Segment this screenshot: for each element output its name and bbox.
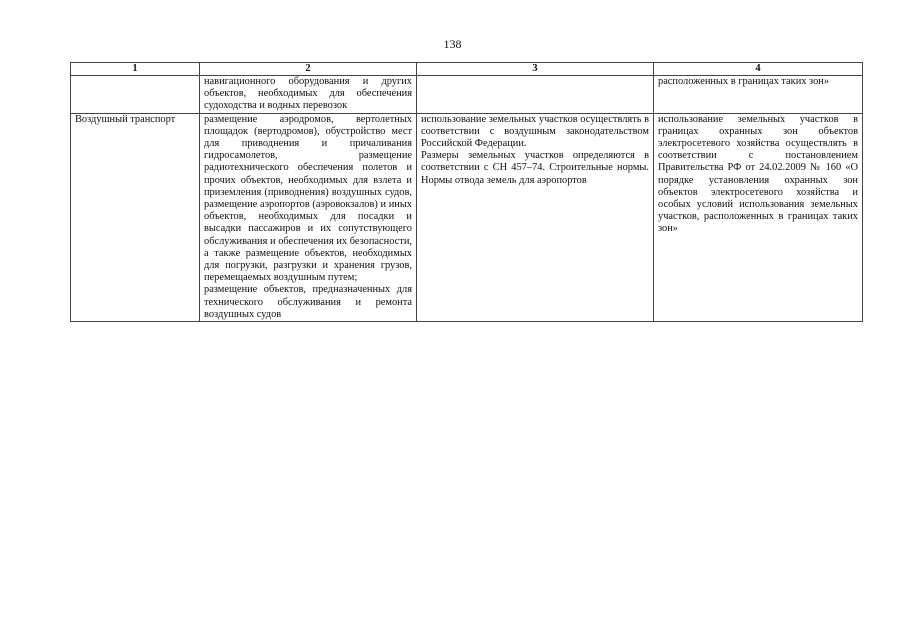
header-row: [71, 63, 863, 76]
table-row: [71, 113, 863, 321]
cell-row1-col3: [417, 76, 654, 114]
zoning-table: [70, 62, 863, 322]
column-header-2: 2: [200, 63, 417, 76]
cell-row2-col4: использование земельных участков в границах охранных зон объектов электросетевого хозяйства осуществлять в соответствии с постановлением Правительства РФ от 24.02.2009 № 160 «О порядке установления охранных зон объектов электросетевого хозяйства и особых условий использования земельных участков, расположенных в границах таких зон»: [654, 113, 863, 321]
cell-row2-col2: [200, 113, 417, 321]
table-row: [71, 76, 863, 114]
cell-row1-col4: расположенных в границах таких зон»: [654, 76, 863, 114]
column-header-4: 4: [654, 63, 863, 76]
cell-row2-col3-paragraph-2: Размеры земельных участков определяются в соответствии с СН 457–74. Строительные нормы. Нормы отвода земель для аэропортов: [421, 150, 649, 186]
column-header-3: 3: [417, 63, 654, 76]
cell-row2-col3: [417, 113, 654, 321]
cell-row2-col2-paragraph-2: размещение объектов, предназначенных для технического обслуживания и ремонта воздушных судов: [204, 284, 412, 320]
cell-row2-col3-paragraph-1: использование земельных участков осуществлять в соответствии с воздушным законодательством Российской Федерации.: [421, 113, 649, 150]
cell-row1-col2: навигационного оборудования и других объектов, необходимых для обеспечения судоходства и водных перевозок: [200, 76, 417, 114]
column-header-1: 1: [71, 63, 200, 76]
cell-row2-col2-paragraph-1: размещение аэродромов, вертолетных площадок (вертодромов), обустройство мест для приводнения и причаливания гидросамолетов, размещение радиотехнического обеспечения полетов и прочих объектов, необходимых для взлета и приземления (приводнения) воздушных судов, размещение аэропортов (аэровокзалов) и иных объектов, необходимых для посадки и высадки пассажиров и их сопутствующего обслуживания и обеспечения их безопасности, а также размещение объектов, необходимых для погрузки, разгрузки и хранения грузов, перемещаемых воздушным путем;: [204, 113, 412, 284]
page-number: 138: [443, 37, 462, 51]
cell-row1-col1: [71, 76, 200, 114]
cell-row2-col1: Воздушный транспорт: [71, 113, 200, 321]
